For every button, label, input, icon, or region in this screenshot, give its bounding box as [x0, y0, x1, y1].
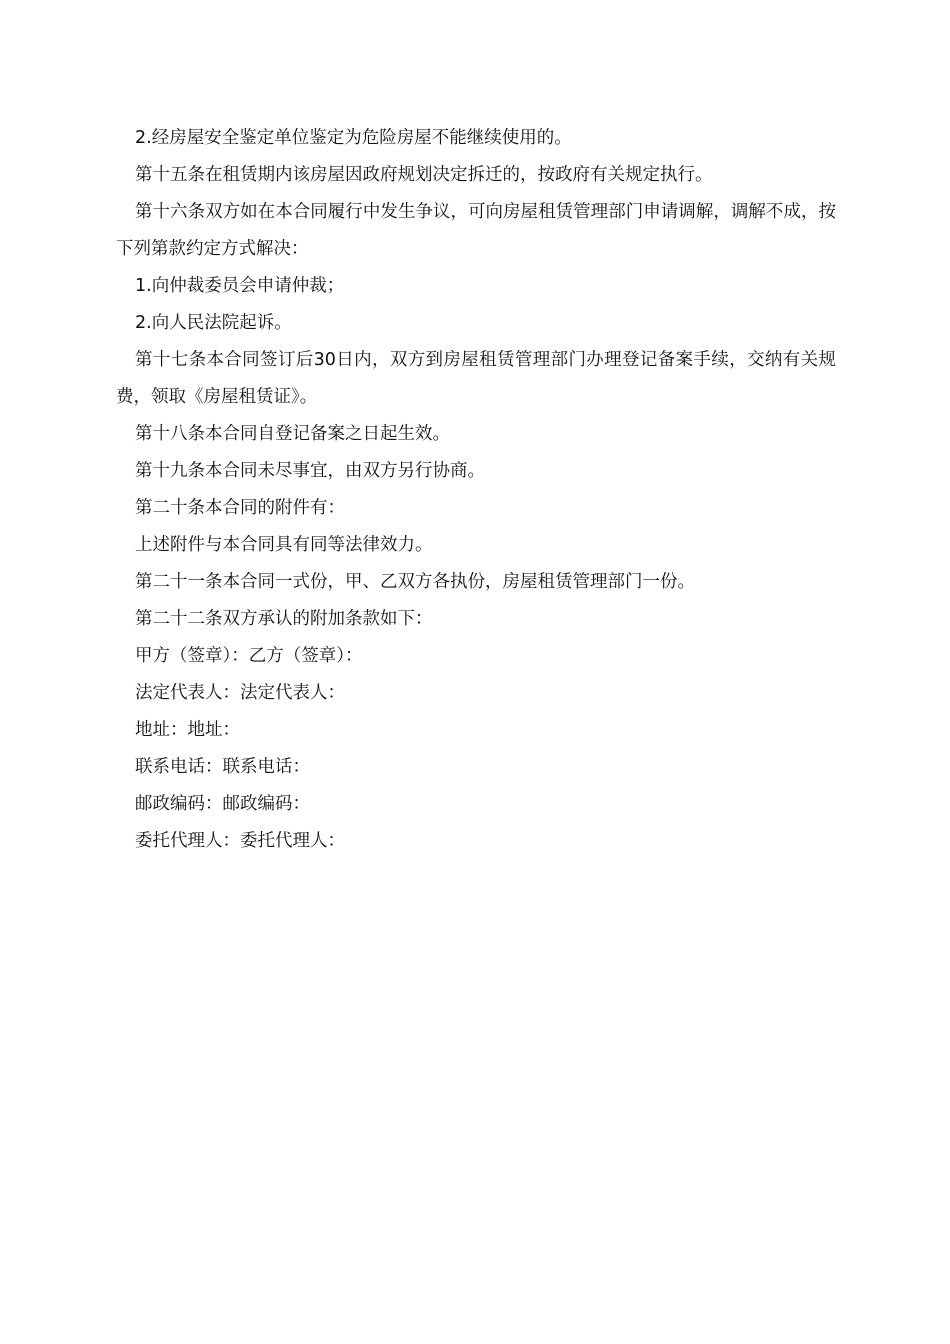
paragraph-attachments-validity: 上述附件与本合同具有同等法律效力。	[135, 535, 433, 555]
paragraph-article-19: 第十九条本合同未尽事宜，由双方另行协商。	[135, 461, 485, 481]
paragraph-item-2-dangerous-house: 2.经房屋安全鉴定单位鉴定为危险房屋不能继续使用的。	[135, 128, 572, 148]
paragraph-article-18: 第十八条本合同自登记备案之日起生效。	[135, 424, 450, 444]
paragraph-item-2-court: 2.向人民法院起诉。	[135, 313, 292, 333]
paragraph-article-17: 第十七条本合同签订后30日内，双方到房屋租赁管理部门办理登记备案手续，交纳有关规费，领取《房屋租赁证》。	[116, 350, 836, 407]
postal-code-line: 邮政编码：邮政编码：	[135, 794, 310, 814]
paragraph-article-22: 第二十二条双方承认的附加条款如下：	[135, 609, 433, 629]
agent-line: 委托代理人：委托代理人：	[135, 831, 345, 851]
paragraph-article-15: 第十五条在租赁期内该房屋因政府规划决定拆迁的，按政府有关规定执行。	[135, 165, 713, 185]
legal-representative-line: 法定代表人：法定代表人：	[135, 683, 345, 703]
paragraph-article-21: 第二十一条本合同一式份，甲、乙双方各执份，房屋租赁管理部门一份。	[135, 572, 695, 592]
document-body	[116, 120, 836, 860]
paragraph-article-16: 第十六条双方如在本合同履行中发生争议，可向房屋租赁管理部门申请调解，调解不成，按下列第款约定方式解决：	[116, 202, 836, 259]
signature-line: 甲方（签章）：乙方（签章）：	[135, 646, 363, 666]
paragraph-item-1-arbitration: 1.向仲裁委员会申请仲裁；	[135, 276, 345, 296]
phone-line: 联系电话：联系电话：	[135, 757, 310, 777]
address-line: 地址：地址：	[135, 720, 240, 740]
paragraph-article-20: 第二十条本合同的附件有：	[135, 498, 345, 518]
